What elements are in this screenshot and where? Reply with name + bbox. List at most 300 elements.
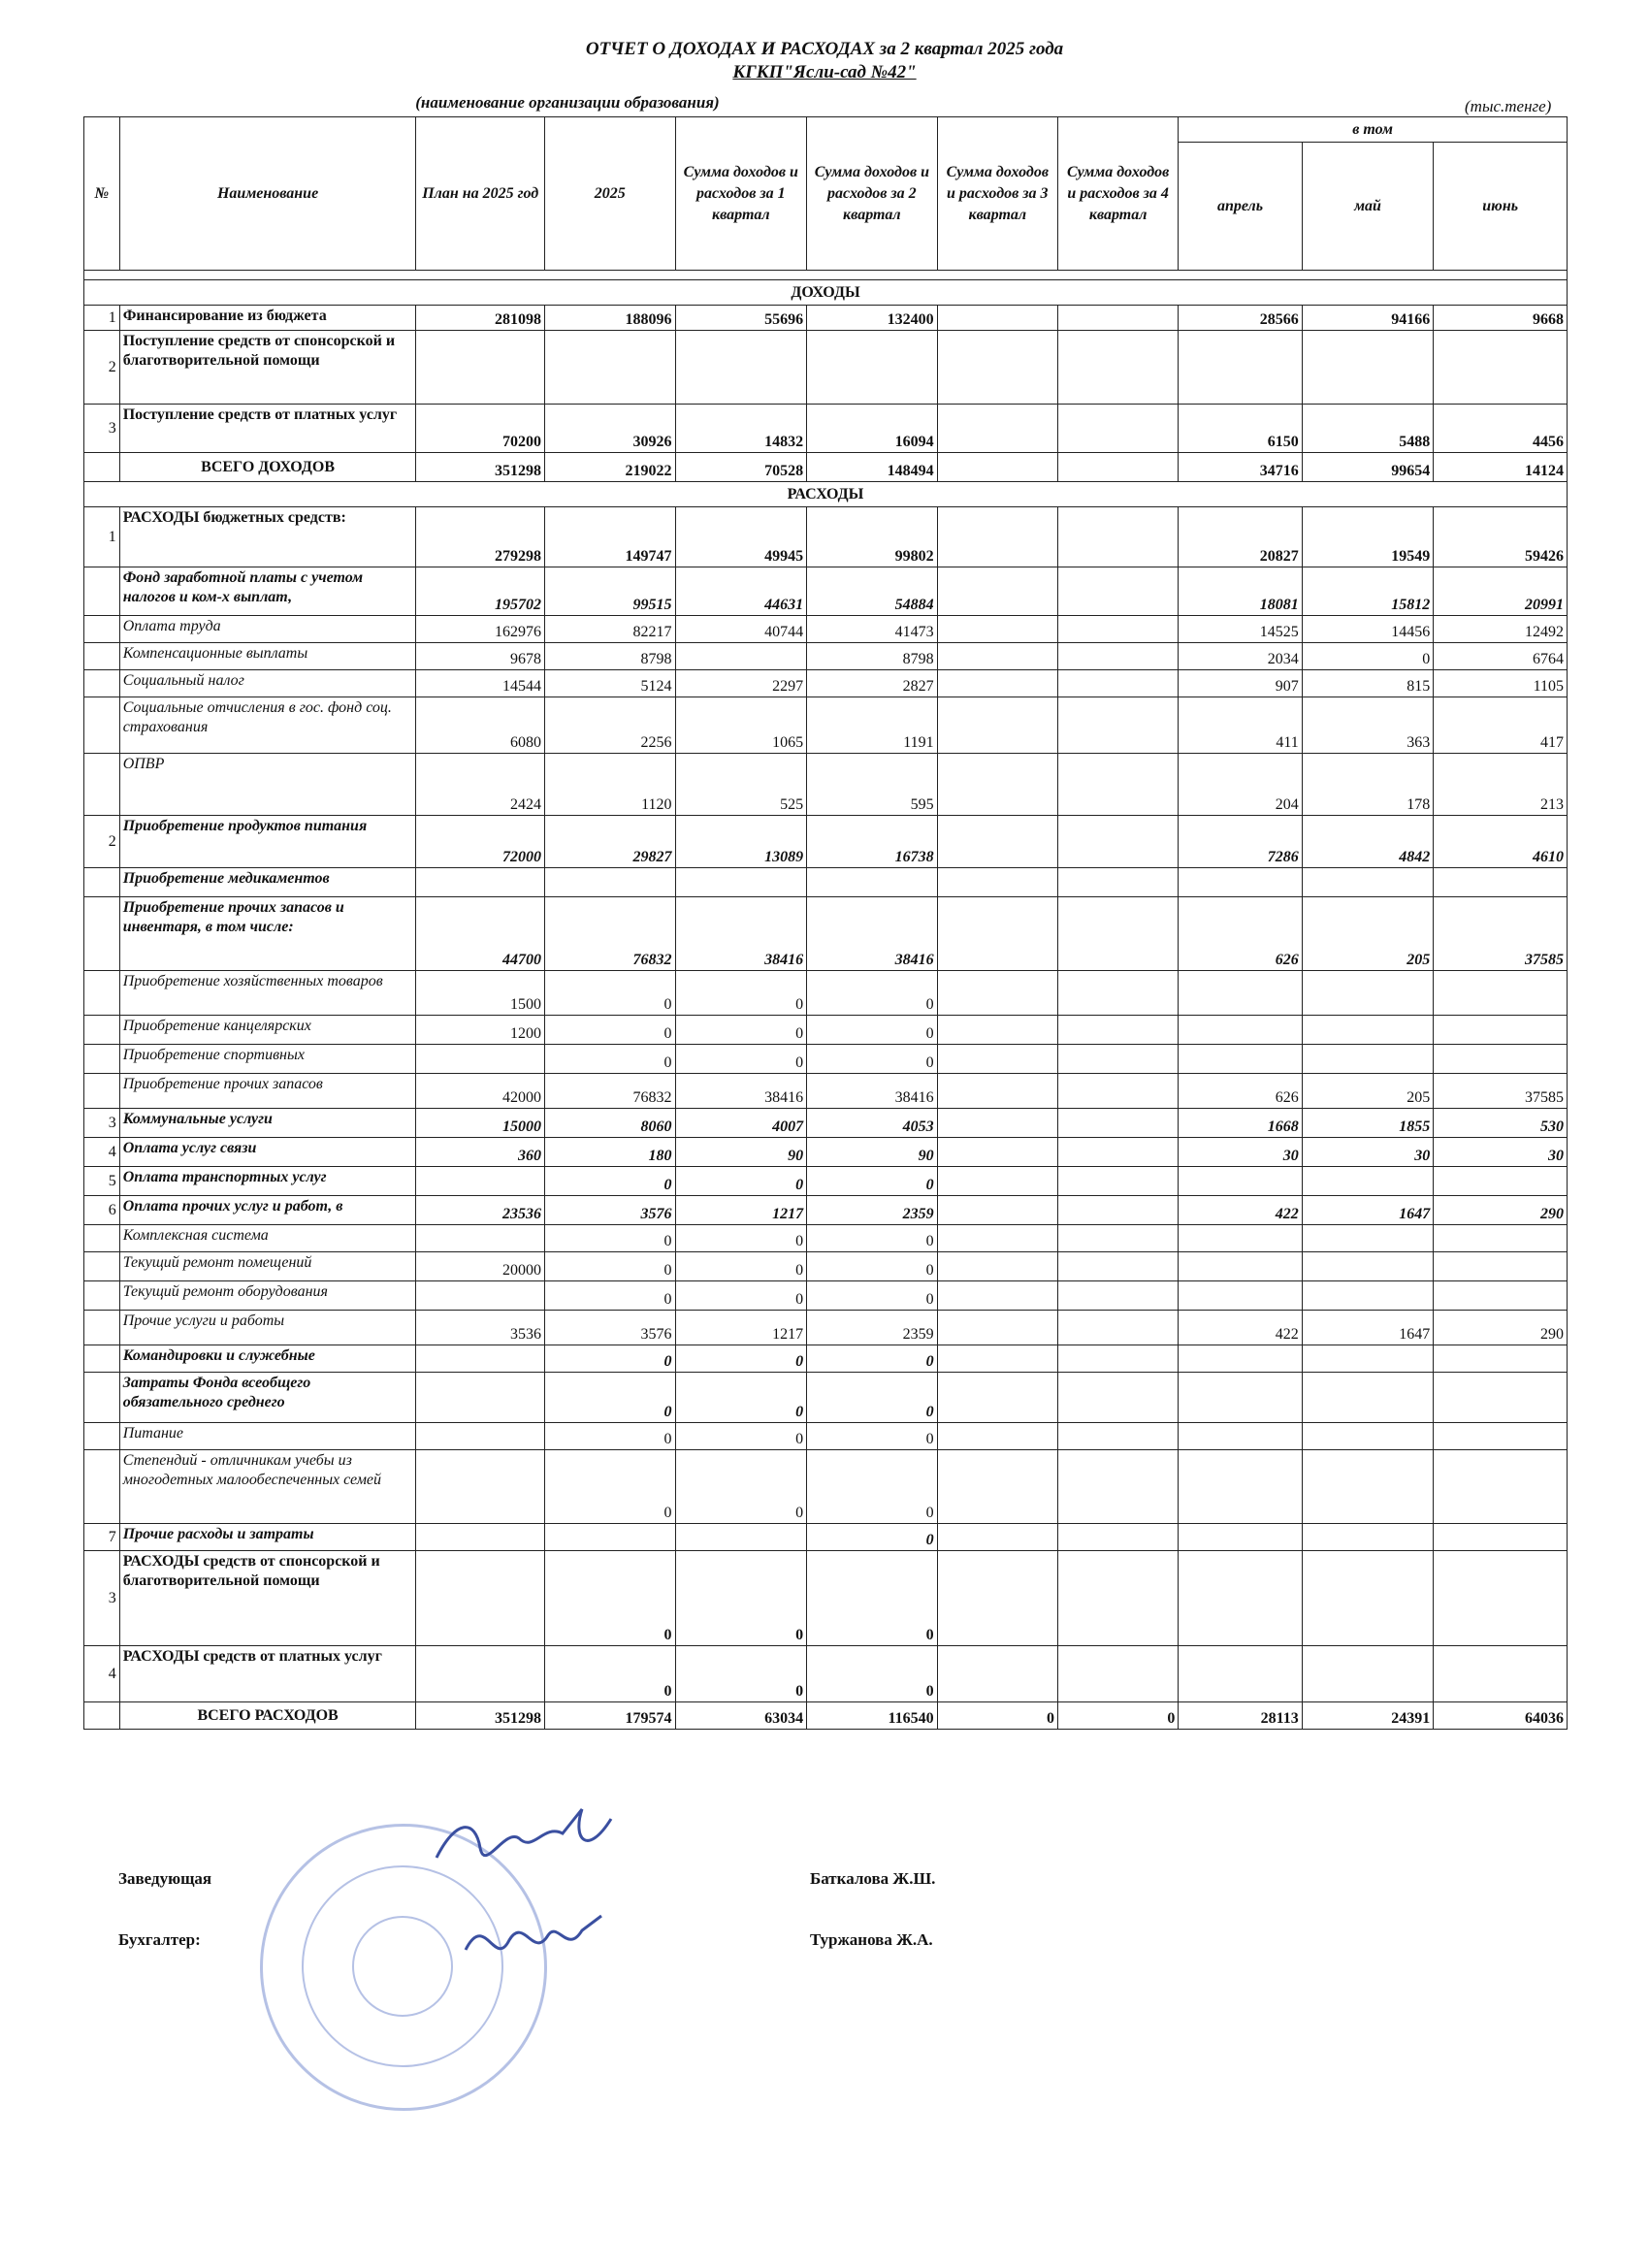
cell-plan: 6080	[416, 697, 545, 754]
table-row	[84, 816, 1568, 868]
total-m1: 28113	[1179, 1702, 1302, 1730]
cell-q4	[1057, 331, 1178, 405]
cell-plan: 20000	[416, 1252, 545, 1281]
cell-q3	[937, 868, 1057, 897]
cell-q3	[937, 1373, 1057, 1423]
cell-q1: 0	[675, 1646, 807, 1702]
cell-year: 8060	[544, 1109, 675, 1138]
row-name: Приобретение прочих запасов	[119, 1074, 416, 1109]
cell-q3	[937, 697, 1057, 754]
cell-m3: 37585	[1434, 897, 1568, 971]
cell-m1: 204	[1179, 754, 1302, 816]
cell-q4	[1057, 1196, 1178, 1225]
cell-m2	[1302, 1524, 1434, 1551]
cell-q3	[937, 1281, 1057, 1311]
cell-m3	[1434, 1373, 1568, 1423]
cell-m2	[1302, 868, 1434, 897]
row-name: Прочие услуги и работы	[119, 1311, 416, 1345]
cell-q3	[937, 306, 1057, 331]
col-header-may: май	[1302, 143, 1434, 271]
cell-q4	[1057, 643, 1178, 670]
accountant-label: Бухгалтер:	[118, 1930, 201, 1949]
total-q4	[1057, 453, 1178, 482]
cell-m2	[1302, 1450, 1434, 1524]
total-label: ВСЕГО ДОХОДОВ	[119, 453, 416, 482]
cell-plan: 1200	[416, 1016, 545, 1045]
cell-plan: 2424	[416, 754, 545, 816]
total-q3: 0	[937, 1702, 1057, 1730]
cell-year: 3576	[544, 1311, 675, 1345]
cell-m2: 15812	[1302, 567, 1434, 616]
cell-q2: 0	[807, 1225, 938, 1252]
table-row	[84, 1646, 1568, 1702]
row-name: Комплексная система	[119, 1225, 416, 1252]
report-title: ОТЧЕТ О ДОХОДАХ И РАСХОДАХ за 2 квартал 2025 года	[585, 39, 1064, 59]
cell-m3: 290	[1434, 1311, 1568, 1345]
cell-q2: 8798	[807, 643, 938, 670]
cell-q3	[937, 1045, 1057, 1074]
table-row	[84, 405, 1568, 453]
cell-m2: 19549	[1302, 507, 1434, 567]
table-row	[84, 331, 1568, 405]
cell-q3	[937, 1109, 1057, 1138]
cell-q1: 0	[675, 1551, 807, 1646]
row-name: Приобретение канцелярских	[119, 1016, 416, 1045]
row-name: РАСХОДЫ средств от платных услуг	[119, 1646, 416, 1702]
cell-q2: 4053	[807, 1109, 938, 1138]
cell-year: 0	[544, 1423, 675, 1450]
cell-q4	[1057, 1252, 1178, 1281]
table-row	[84, 616, 1568, 643]
cell-m1: 2034	[1179, 643, 1302, 670]
row-name: Питание	[119, 1423, 416, 1450]
cell-m1	[1179, 1524, 1302, 1551]
row-number	[84, 897, 120, 971]
row-name: Степендий - отличникам учебы из многодетных малообеспеченных семей	[119, 1450, 416, 1524]
cell-m1: 7286	[1179, 816, 1302, 868]
cell-m1	[1179, 1373, 1302, 1423]
cell-m2: 363	[1302, 697, 1434, 754]
accountant-name: Туржанова Ж.А.	[810, 1930, 933, 1949]
cell-q4	[1057, 971, 1178, 1016]
cell-m3	[1434, 1423, 1568, 1450]
cell-q2: 2827	[807, 670, 938, 697]
total-row	[84, 453, 1568, 482]
cell-m2	[1302, 1551, 1434, 1646]
row-name: Социальные отчисления в гос. фонд соц. страхования	[119, 697, 416, 754]
table-row	[84, 306, 1568, 331]
cell-m3: 12492	[1434, 616, 1568, 643]
cell-plan	[416, 1373, 545, 1423]
cell-m2	[1302, 1373, 1434, 1423]
total-m1: 34716	[1179, 453, 1302, 482]
cell-year: 0	[544, 1281, 675, 1311]
cell-m1	[1179, 1646, 1302, 1702]
cell-m3	[1434, 1646, 1568, 1702]
cell-m1: 28566	[1179, 306, 1302, 331]
cell-m2	[1302, 1225, 1434, 1252]
cell-year: 0	[544, 1016, 675, 1045]
cell-q4	[1057, 567, 1178, 616]
cell-m3	[1434, 971, 1568, 1016]
cell-q4	[1057, 616, 1178, 643]
cell-q2: 0	[807, 1524, 938, 1551]
col-header-including: в том	[1179, 117, 1568, 143]
cell-q2: 0	[807, 1045, 938, 1074]
cell-m2: 0	[1302, 643, 1434, 670]
cell-m2	[1302, 1252, 1434, 1281]
cell-m3	[1434, 1551, 1568, 1646]
cell-q1: 0	[675, 971, 807, 1016]
row-number	[84, 1450, 120, 1524]
col-header-name: Наименование	[119, 117, 416, 271]
cell-q3	[937, 616, 1057, 643]
table-row	[84, 567, 1568, 616]
cell-m3	[1434, 1252, 1568, 1281]
head-name: Баткалова Ж.Ш.	[810, 1869, 936, 1888]
cell-q4	[1057, 405, 1178, 453]
cell-year	[544, 331, 675, 405]
row-name: Приобретение медикаментов	[119, 868, 416, 897]
cell-q3	[937, 1423, 1057, 1450]
cell-m3	[1434, 1167, 1568, 1196]
cell-m2: 1647	[1302, 1311, 1434, 1345]
cell-q1: 38416	[675, 1074, 807, 1109]
cell-m3	[1434, 1450, 1568, 1524]
spacer-row	[84, 271, 1568, 280]
cell-m3: 30	[1434, 1138, 1568, 1167]
cell-plan	[416, 1281, 545, 1311]
cell-q4	[1057, 670, 1178, 697]
cell-q1: 13089	[675, 816, 807, 868]
cell-m3	[1434, 1524, 1568, 1551]
cell-q1: 1217	[675, 1196, 807, 1225]
cell-year: 0	[544, 971, 675, 1016]
cell-plan	[416, 1345, 545, 1373]
cell-q4	[1057, 507, 1178, 567]
cell-year: 76832	[544, 897, 675, 971]
cell-q1: 0	[675, 1281, 807, 1311]
cell-q1: 0	[675, 1225, 807, 1252]
cell-m1: 20827	[1179, 507, 1302, 567]
cell-q2: 0	[807, 1646, 938, 1702]
cell-q4	[1057, 1345, 1178, 1373]
cell-m1	[1179, 971, 1302, 1016]
total-m2: 24391	[1302, 1702, 1434, 1730]
cell-m1: 626	[1179, 897, 1302, 971]
row-name: Социальный налог	[119, 670, 416, 697]
row-number	[84, 616, 120, 643]
row-name: Поступление средств от платных услуг	[119, 405, 416, 453]
cell-q4	[1057, 1450, 1178, 1524]
cell-year: 180	[544, 1138, 675, 1167]
cell-m3: 6764	[1434, 643, 1568, 670]
cell-plan: 9678	[416, 643, 545, 670]
total-q1: 63034	[675, 1702, 807, 1730]
cell-q4	[1057, 1074, 1178, 1109]
row-number	[84, 1225, 120, 1252]
table-row	[84, 1225, 1568, 1252]
col-header-april: апрель	[1179, 143, 1302, 271]
cell-year: 149747	[544, 507, 675, 567]
total-year: 219022	[544, 453, 675, 482]
cell-q4	[1057, 1225, 1178, 1252]
cell-m3: 37585	[1434, 1074, 1568, 1109]
row-number	[84, 670, 120, 697]
cell-plan: 1500	[416, 971, 545, 1016]
cell-m1: 30	[1179, 1138, 1302, 1167]
accountant-signature	[456, 1901, 611, 1979]
cell-plan	[416, 331, 545, 405]
cell-plan: 42000	[416, 1074, 545, 1109]
cell-q1: 0	[675, 1045, 807, 1074]
cell-plan	[416, 868, 545, 897]
row-number	[84, 754, 120, 816]
row-number: 4	[84, 1138, 120, 1167]
row-number	[84, 1016, 120, 1045]
cell-m1	[1179, 1551, 1302, 1646]
cell-m1: 1668	[1179, 1109, 1302, 1138]
cell-q2: 0	[807, 1373, 938, 1423]
row-number	[84, 971, 120, 1016]
cell-q3	[937, 1167, 1057, 1196]
cell-m1	[1179, 331, 1302, 405]
cell-m3: 1105	[1434, 670, 1568, 697]
cell-m3: 213	[1434, 754, 1568, 816]
cell-m2: 178	[1302, 754, 1434, 816]
table-row	[84, 1196, 1568, 1225]
row-number: 3	[84, 1551, 120, 1646]
cell-m1	[1179, 1016, 1302, 1045]
row-number: 3	[84, 405, 120, 453]
cell-m3	[1434, 1045, 1568, 1074]
cell-plan	[416, 1646, 545, 1702]
cell-m2: 815	[1302, 670, 1434, 697]
table-row	[84, 868, 1568, 897]
col-header-q2: Сумма доходов и расходов за 2 квартал	[807, 117, 938, 271]
row-name: Приобретение хозяйственных товаров	[119, 971, 416, 1016]
section-header-expenses: РАСХОДЫ	[84, 482, 1568, 507]
cell-q2: 16094	[807, 405, 938, 453]
cell-q1: 40744	[675, 616, 807, 643]
cell-q4	[1057, 1646, 1178, 1702]
row-number: 3	[84, 1109, 120, 1138]
cell-q1: 90	[675, 1138, 807, 1167]
row-name: Оплата труда	[119, 616, 416, 643]
cell-q4	[1057, 306, 1178, 331]
cell-year	[544, 1524, 675, 1551]
cell-q2: 54884	[807, 567, 938, 616]
cell-q2: 0	[807, 1252, 938, 1281]
cell-q3	[937, 567, 1057, 616]
cell-q4	[1057, 1311, 1178, 1345]
cell-q3	[937, 405, 1057, 453]
cell-q1: 55696	[675, 306, 807, 331]
table-row	[84, 670, 1568, 697]
cell-plan: 14544	[416, 670, 545, 697]
cell-year: 76832	[544, 1074, 675, 1109]
row-number	[84, 868, 120, 897]
cell-q3	[937, 1252, 1057, 1281]
cell-q2: 0	[807, 1281, 938, 1311]
cell-plan: 279298	[416, 507, 545, 567]
row-name: Приобретение прочих запасов и инвентаря, в том числе:	[119, 897, 416, 971]
cell-q4	[1057, 1167, 1178, 1196]
total-q1: 70528	[675, 453, 807, 482]
cell-plan: 195702	[416, 567, 545, 616]
cell-plan	[416, 1225, 545, 1252]
row-number: 5	[84, 1167, 120, 1196]
cell-year: 29827	[544, 816, 675, 868]
cell-q2: 595	[807, 754, 938, 816]
row-name: Текущий ремонт помещений	[119, 1252, 416, 1281]
cell-q4	[1057, 1524, 1178, 1551]
cell-m1: 907	[1179, 670, 1302, 697]
cell-year: 1120	[544, 754, 675, 816]
cell-q2: 132400	[807, 306, 938, 331]
row-number	[84, 1345, 120, 1373]
cell-year: 0	[544, 1373, 675, 1423]
row-name: Оплата транспортных услуг	[119, 1167, 416, 1196]
row-name: Оплата прочих услуг и работ, в	[119, 1196, 416, 1225]
cell-m1: 626	[1179, 1074, 1302, 1109]
total-q2: 148494	[807, 453, 938, 482]
cell-q2: 90	[807, 1138, 938, 1167]
cell-q3	[937, 643, 1057, 670]
row-number: 1	[84, 306, 120, 331]
cell-q1: 0	[675, 1450, 807, 1524]
total-q4: 0	[1057, 1702, 1178, 1730]
cell-q2: 0	[807, 1016, 938, 1045]
row-number	[84, 1281, 120, 1311]
total-no	[84, 1702, 120, 1730]
cell-q4	[1057, 1551, 1178, 1646]
cell-year: 5124	[544, 670, 675, 697]
row-number	[84, 1074, 120, 1109]
row-name: Командировки и служебные	[119, 1345, 416, 1373]
cell-m3	[1434, 868, 1568, 897]
cell-q3	[937, 1450, 1057, 1524]
cell-q4	[1057, 1045, 1178, 1074]
cell-m2	[1302, 1167, 1434, 1196]
table-row	[84, 1252, 1568, 1281]
section-header-income: ДОХОДЫ	[84, 280, 1568, 306]
table-row	[84, 1045, 1568, 1074]
col-header-year: 2025	[544, 117, 675, 271]
cell-q2: 38416	[807, 897, 938, 971]
cell-q1	[675, 1524, 807, 1551]
total-q2: 116540	[807, 1702, 938, 1730]
cell-q3	[937, 1196, 1057, 1225]
cell-year: 0	[544, 1252, 675, 1281]
cell-m1	[1179, 1450, 1302, 1524]
row-number	[84, 697, 120, 754]
cell-m3: 9668	[1434, 306, 1568, 331]
cell-q4	[1057, 754, 1178, 816]
table-row	[84, 1524, 1568, 1551]
head-label: Заведующая	[118, 1869, 212, 1888]
table-row	[84, 1373, 1568, 1423]
cell-m3: 4456	[1434, 405, 1568, 453]
cell-m3	[1434, 1225, 1568, 1252]
cell-q3	[937, 670, 1057, 697]
cell-year: 82217	[544, 616, 675, 643]
row-name: Текущий ремонт оборудования	[119, 1281, 416, 1311]
row-name: ОПВР	[119, 754, 416, 816]
cell-q3	[937, 816, 1057, 868]
cell-q4	[1057, 1138, 1178, 1167]
row-number	[84, 567, 120, 616]
col-header-plan: План на 2025 год	[416, 117, 545, 271]
cell-year	[544, 868, 675, 897]
cell-plan: 23536	[416, 1196, 545, 1225]
cell-q2: 99802	[807, 507, 938, 567]
cell-q3	[937, 1345, 1057, 1373]
table-row	[84, 1551, 1568, 1646]
cell-q1: 0	[675, 1423, 807, 1450]
total-row	[84, 1702, 1568, 1730]
cell-m1: 422	[1179, 1311, 1302, 1345]
cell-m2: 30	[1302, 1138, 1434, 1167]
seal-emblem-icon	[352, 1916, 453, 2017]
cell-q4	[1057, 1281, 1178, 1311]
cell-q1	[675, 643, 807, 670]
cell-m3: 417	[1434, 697, 1568, 754]
cell-m2: 14456	[1302, 616, 1434, 643]
total-plan: 351298	[416, 1702, 545, 1730]
cell-q1: 525	[675, 754, 807, 816]
cell-m2: 5488	[1302, 405, 1434, 453]
cell-q2: 0	[807, 1450, 938, 1524]
cell-m2: 1647	[1302, 1196, 1434, 1225]
table-row	[84, 1281, 1568, 1311]
cell-m3	[1434, 1016, 1568, 1045]
cell-q3	[937, 507, 1057, 567]
cell-q2: 0	[807, 1345, 938, 1373]
cell-plan	[416, 1167, 545, 1196]
cell-m1	[1179, 1281, 1302, 1311]
cell-m3	[1434, 1281, 1568, 1311]
row-name: РАСХОДЫ бюджетных средств:	[119, 507, 416, 567]
row-number	[84, 1252, 120, 1281]
table-row	[84, 1167, 1568, 1196]
cell-q4	[1057, 816, 1178, 868]
row-number: 2	[84, 331, 120, 405]
cell-year: 99515	[544, 567, 675, 616]
cell-m1	[1179, 1423, 1302, 1450]
cell-m1: 422	[1179, 1196, 1302, 1225]
total-m3: 14124	[1434, 453, 1568, 482]
cell-plan	[416, 1524, 545, 1551]
cell-q3	[937, 1016, 1057, 1045]
cell-q1: 49945	[675, 507, 807, 567]
unit-label: (тыс.тенге)	[1465, 97, 1552, 115]
col-header-no: №	[84, 117, 120, 271]
row-name: Прочие расходы и затраты	[119, 1524, 416, 1551]
total-q3	[937, 453, 1057, 482]
row-name: Затраты Фонда всеобщего обязательного среднего	[119, 1373, 416, 1423]
cell-q2: 0	[807, 1551, 938, 1646]
cell-q1: 4007	[675, 1109, 807, 1138]
cell-q2: 41473	[807, 616, 938, 643]
cell-m2: 205	[1302, 1074, 1434, 1109]
cell-year: 0	[544, 1345, 675, 1373]
report-table	[83, 116, 1568, 1730]
cell-m1	[1179, 1252, 1302, 1281]
table-row	[84, 1074, 1568, 1109]
table-row	[84, 643, 1568, 670]
cell-q3	[937, 1311, 1057, 1345]
